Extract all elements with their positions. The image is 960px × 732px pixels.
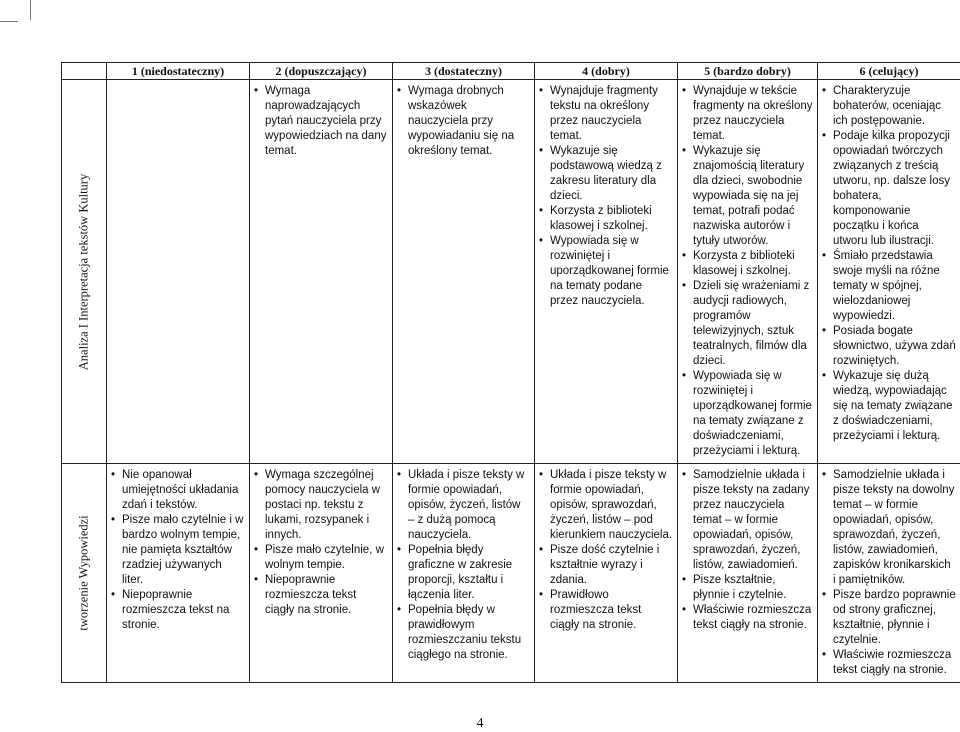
criteria-item: • Wykazuje się dużą wiedzą, wypowiadając się na tematy związane z doświadczeniami, przeżyciami i lekturą. bbox=[821, 369, 956, 444]
criteria-list bbox=[393, 464, 534, 667]
header-grade-6: 6 (celujący) bbox=[818, 63, 960, 80]
criteria-list bbox=[250, 464, 392, 622]
criteria-item: • Wypowiada się w rozwiniętej i uporządkowanej formie na tematy związane z doświadczeniami, przeżyciami i lekturą. bbox=[681, 369, 813, 459]
criteria-item: • Podaje kilka propozycji opowiadań twórczych związanych z treścią utworu, np. dalsze losy bohatera, komponowanie początku i końca utworu lub ilustracji. bbox=[821, 129, 956, 249]
row-label: tworzenie Wypowiedzi bbox=[77, 515, 92, 630]
criteria-row-analysis bbox=[62, 80, 960, 464]
criteria-list bbox=[535, 464, 677, 637]
criteria-list bbox=[107, 80, 249, 88]
criteria-item: • Korzysta z biblioteki klasowej i szkolnej. bbox=[681, 249, 813, 279]
criteria-cell bbox=[678, 80, 818, 464]
criteria-item: • Wynajduje fragmenty tekstu na określony przez nauczyciela temat. bbox=[538, 84, 673, 144]
header-corner bbox=[62, 63, 107, 80]
header-grade-3: 3 (dostateczny) bbox=[393, 63, 535, 80]
criteria-row-composition bbox=[62, 464, 960, 683]
header-grade-5: 5 (bardzo dobry) bbox=[678, 63, 818, 80]
criteria-list bbox=[818, 464, 960, 682]
criteria-item: • Pisze bardzo poprawnie od strony graficznej, kształtnie, płynnie i czytelnie. bbox=[821, 588, 956, 648]
crop-mark-vertical bbox=[30, 0, 31, 20]
criteria-list bbox=[678, 464, 817, 637]
criteria-item: • Dzieli się wrażeniami z audycji radiowych, programów telewizyjnych, sztuk teatralnych, filmów dla dzieci. bbox=[681, 279, 813, 369]
criteria-cell bbox=[107, 80, 250, 464]
criteria-item: • Wymaga drobnych wskazówek nauczyciela przy wypowiadaniu się na określony temat. bbox=[396, 84, 530, 159]
criteria-item: • Wymaga szczególnej pomocy nauczyciela w postaci np. tekstu z lukami, rozsypanek i innych. bbox=[253, 468, 388, 543]
grading-criteria-table bbox=[61, 62, 960, 683]
criteria-cell bbox=[678, 464, 818, 683]
criteria-item: • Prawidłowo rozmieszcza tekst ciągły na stronie. bbox=[538, 588, 673, 633]
criteria-list bbox=[678, 80, 817, 463]
criteria-cell bbox=[250, 80, 393, 464]
criteria-item: • Wypowiada się w rozwiniętej i uporządkowanej formie na tematy podane przez nauczyciela. bbox=[538, 234, 673, 309]
header-row bbox=[62, 63, 960, 80]
criteria-item: • Pisze dość czytelnie i kształtnie wyrazy i zdania. bbox=[538, 543, 673, 588]
criteria-cell bbox=[393, 80, 535, 464]
criteria-item: • Niepoprawnie rozmieszcza tekst ciągły na stronie. bbox=[253, 573, 388, 618]
criteria-item: • Pisze kształtnie, płynnie i czytelnie. bbox=[681, 573, 813, 603]
criteria-list bbox=[250, 80, 392, 163]
header-grade-4: 4 (dobry) bbox=[535, 63, 678, 80]
row-label: Analiza I Interpretacja tekstów Kultury bbox=[77, 173, 92, 369]
row-label-cell bbox=[62, 464, 107, 683]
criteria-item: • Charakteryzuje bohaterów, oceniając ich postępowanie. bbox=[821, 84, 956, 129]
criteria-item: • Niepoprawnie rozmieszcza tekst na stronie. bbox=[110, 588, 245, 633]
header-grade-1: 1 (niedostateczny) bbox=[107, 63, 250, 80]
criteria-item: • Pisze mało czytelnie i w bardzo wolnym tempie, nie pamięta kształtów rzadziej używanych liter. bbox=[110, 513, 245, 588]
criteria-cell bbox=[535, 464, 678, 683]
criteria-cell bbox=[818, 80, 960, 464]
page-number: 4 bbox=[0, 716, 960, 732]
criteria-item: • Popełnia błędy graficzne w zakresie proporcji, kształtu i łączenia liter. bbox=[396, 543, 530, 603]
criteria-item: • Układa i pisze teksty w formie opowiadań, opisów, życzeń, listów – z dużą pomocą nauczyciela. bbox=[396, 468, 530, 543]
header-grade-2: 2 (dopuszczający) bbox=[250, 63, 393, 80]
criteria-cell bbox=[535, 80, 678, 464]
criteria-item: • Popełnia błędy w prawidłowym rozmieszczaniu tekstu ciągłego na stronie. bbox=[396, 603, 530, 663]
criteria-list bbox=[107, 464, 249, 637]
criteria-item: • Wymaga naprowadzających pytań nauczyciela przy wypowiedziach na dany temat. bbox=[253, 84, 388, 159]
criteria-list bbox=[535, 80, 677, 313]
criteria-item: • Układa i pisze teksty w formie opowiadań, opisów, sprawozdań, życzeń, listów – pod kierunkiem nauczyciela. bbox=[538, 468, 673, 543]
criteria-item: • Właściwie rozmieszcza tekst ciągły na stronie. bbox=[821, 648, 956, 678]
row-label-cell bbox=[62, 80, 107, 464]
crop-mark-horizontal bbox=[0, 21, 18, 22]
criteria-item: • Wykazuje się podstawową wiedzą z zakresu literatury dla dzieci. bbox=[538, 144, 673, 204]
criteria-cell bbox=[393, 464, 535, 683]
criteria-item: • Wynajduje w tekście fragmenty na określony przez nauczyciela temat. bbox=[681, 84, 813, 144]
criteria-item: • Samodzielnie układa i pisze teksty na dowolny temat – w formie opowiadań, opisów, sprawozdań, życzeń, listów, zawiadomień, zapisków kronikarskich i pamiętników. bbox=[821, 468, 956, 588]
criteria-item: • Właściwie rozmieszcza tekst ciągły na stronie. bbox=[681, 603, 813, 633]
criteria-item: • Śmiało przedstawia swoje myśli na różne tematy w spójnej, wielozdaniowej wypowiedzi. bbox=[821, 249, 956, 324]
criteria-list bbox=[393, 80, 534, 163]
criteria-item: • Korzysta z biblioteki klasowej i szkolnej. bbox=[538, 204, 673, 234]
criteria-cell bbox=[107, 464, 250, 683]
criteria-item: • Wykazuje się znajomością literatury dla dzieci, swobodnie wypowiada się na jej temat, potrafi podać nazwiska autorów i tytuły utworów. bbox=[681, 144, 813, 249]
criteria-item: • Nie opanował umiejętności układania zdań i tekstów. bbox=[110, 468, 245, 513]
criteria-item: • Posiada bogate słownictwo, używa zdań rozwiniętych. bbox=[821, 324, 956, 369]
criteria-cell bbox=[818, 464, 960, 683]
criteria-cell bbox=[250, 464, 393, 683]
criteria-item: • Samodzielnie układa i pisze teksty na zadany przez nauczyciela temat – w formie opowiadań, opisów, sprawozdań, życzeń, listów, zawiadomień. bbox=[681, 468, 813, 573]
criteria-list bbox=[818, 80, 960, 448]
criteria-item: • Pisze mało czytelnie, w wolnym tempie. bbox=[253, 543, 388, 573]
